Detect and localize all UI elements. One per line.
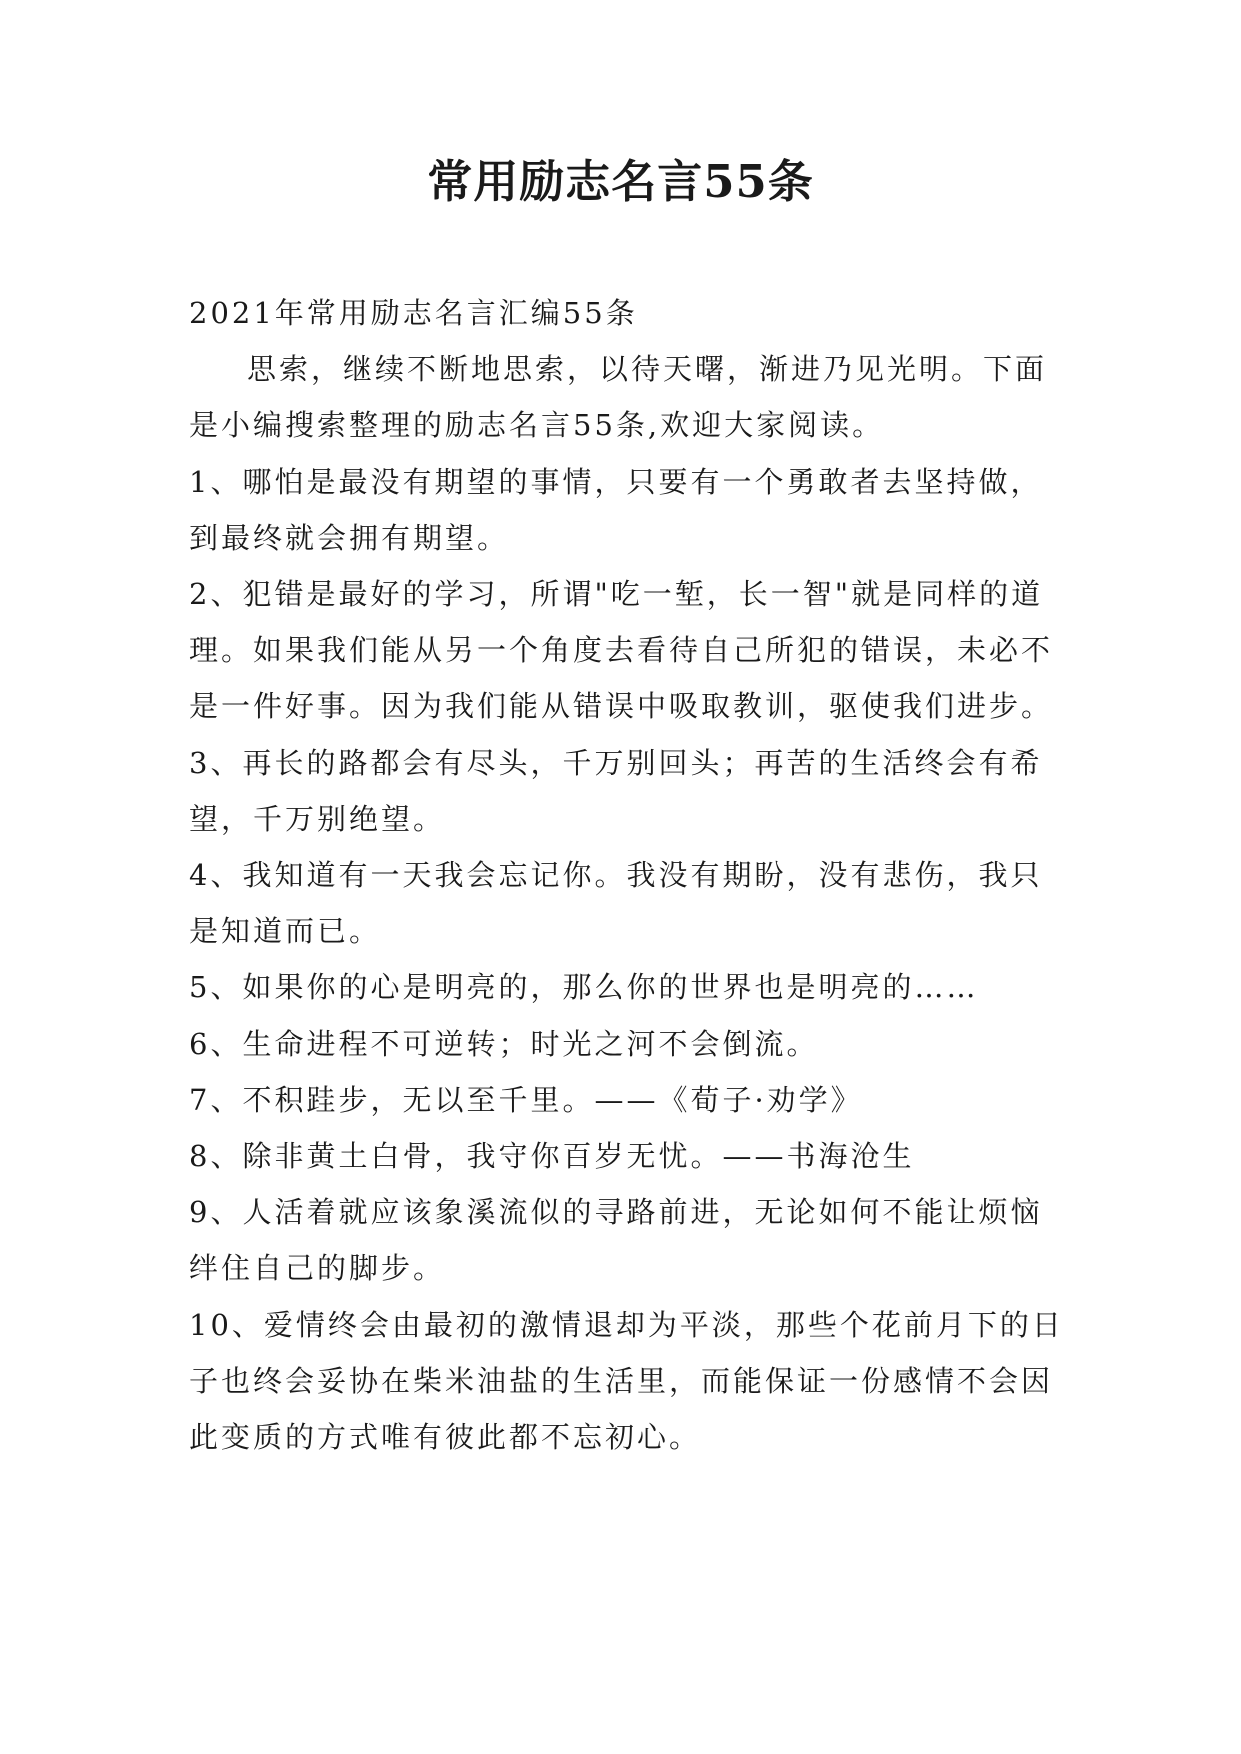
- quote-item-6: 6、生命进程不可逆转；时光之河不会倒流。: [189, 1026, 819, 1061]
- document-subtitle: 2021年常用励志名言汇编55条: [189, 296, 638, 330]
- quote-item-8: 8、除非黄土白骨，我守你百岁无忧。——书海沧生: [189, 1139, 915, 1174]
- quote-item-7: 7、不积跬步，无以至千里。——《荀子·劝学》: [189, 1082, 863, 1117]
- quote-item-10: 10、爱情终会由最初的激情退却为平淡，那些个花前月下的日子也终会妥协在柴米油盐的生活里，而能保证一份感情不会因此变质的方式唯有彼此都不忘初心。: [189, 1307, 1064, 1455]
- document-title: 常用励志名言55条: [427, 155, 814, 208]
- quote-item-9: 9、人活着就应该象溪流似的寻路前进，无论如何不能让烦恼绊住自己的脚步。: [189, 1195, 1043, 1286]
- document-body: [189, 285, 1069, 1465]
- quote-item-1: 1、哪怕是最没有期望的事情，只要有一个勇敢者去坚持做，到最终就会拥有期望。: [189, 464, 1043, 555]
- intro-paragraph: 思索，继续不断地思索，以待天曙，渐进乃见光明。下面是小编搜索整理的励志名言55条,欢迎大家阅读。: [189, 352, 1048, 443]
- quote-item-2: 2、犯错是最好的学习，所谓"吃一堑，长一智"就是同样的道理。如果我们能从另一个角度去看待自己所犯的错误，未必不是一件好事。因为我们能从错误中吸取教训，驱使我们进步。: [189, 577, 1054, 724]
- quote-item-5: 5、如果你的心是明亮的，那么你的世界也是明亮的……: [189, 970, 979, 1005]
- quote-item-3: 3、再长的路都会有尽头，千万别回头；再苦的生活终会有希望，千万别绝望。: [189, 745, 1043, 836]
- quote-item-4: 4、我知道有一天我会忘记你。我没有期盼，没有悲伤，我只是知道而已。: [189, 858, 1043, 949]
